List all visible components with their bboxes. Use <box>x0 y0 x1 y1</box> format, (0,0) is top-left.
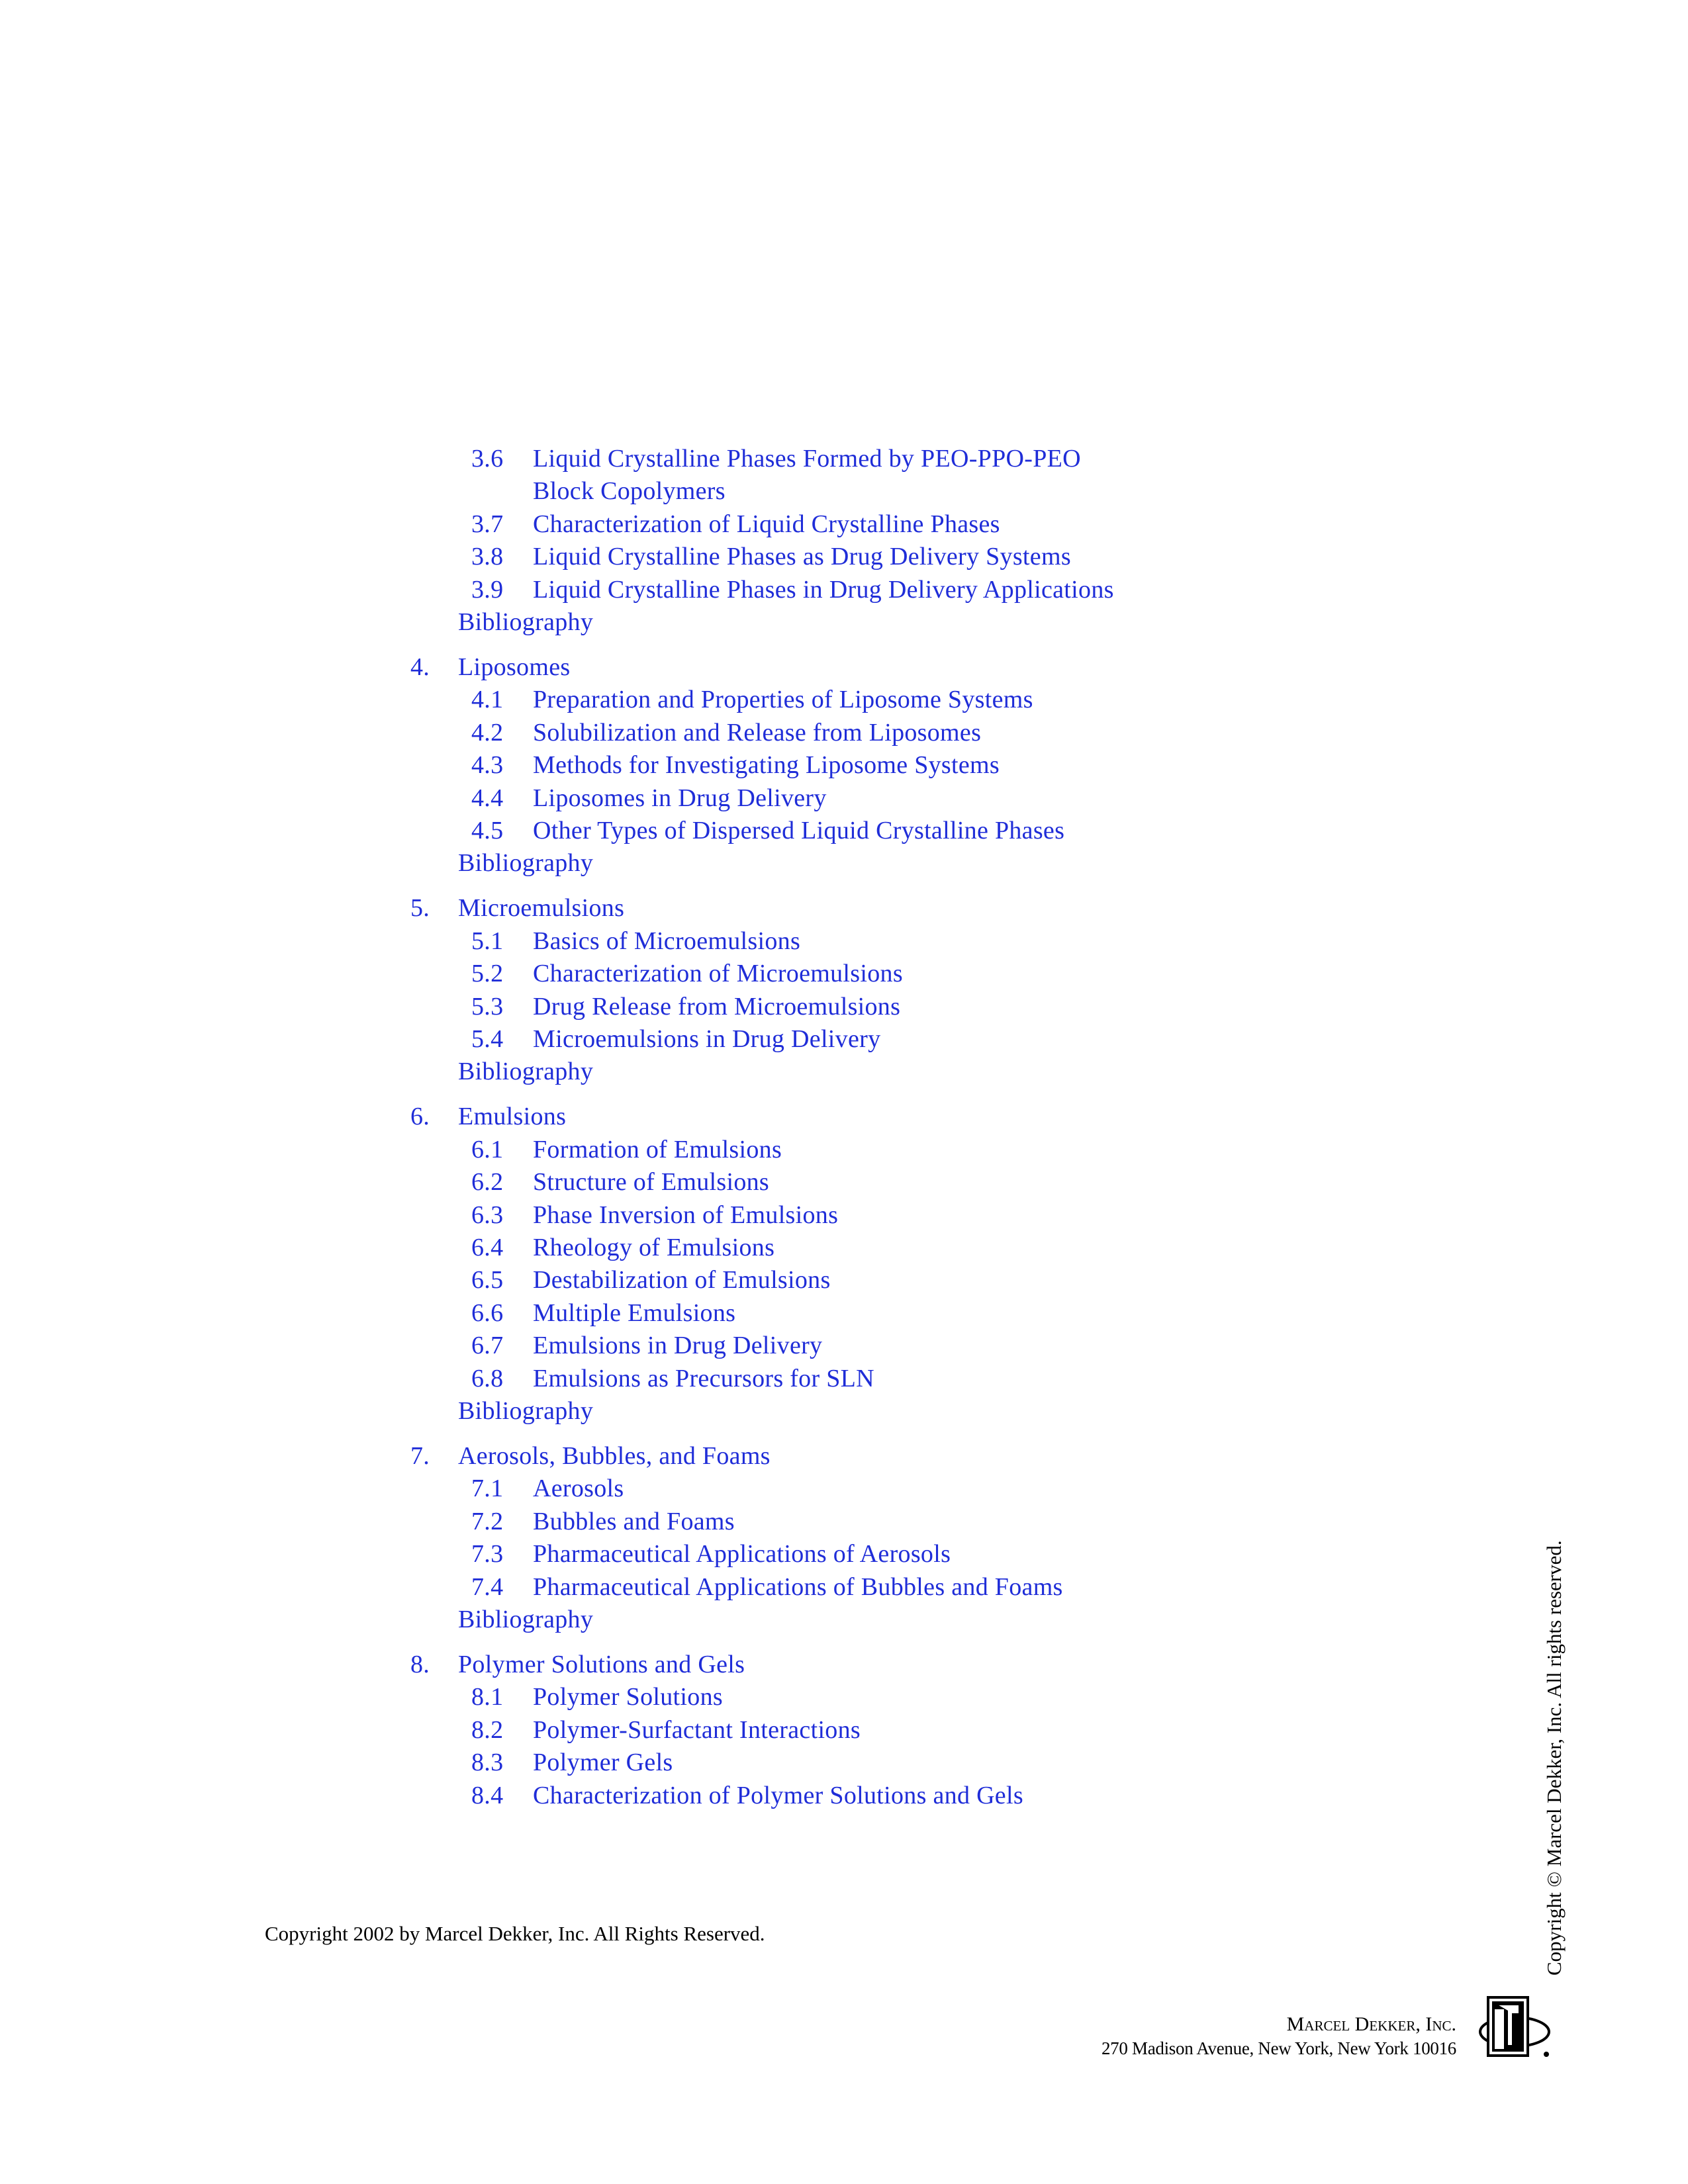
toc-entry-number[interactable]: 6. <box>410 1103 430 1130</box>
copyright-notice: Copyright 2002 by Marcel Dekker, Inc. All Rights Reserved. <box>265 1922 765 1945</box>
toc-entry-number[interactable]: 4.1 <box>471 686 504 713</box>
toc-entry-title[interactable]: Microemulsions <box>458 894 625 922</box>
toc-entry-number[interactable]: 8.1 <box>471 1683 504 1711</box>
toc-entry-number[interactable]: 6.5 <box>471 1266 504 1294</box>
toc-entry-number[interactable]: 8.3 <box>471 1749 504 1776</box>
publisher-name: Marcel Dekker, Inc. <box>1286 2013 1456 2035</box>
toc-entry-title[interactable]: Polymer Gels <box>533 1749 673 1776</box>
toc-entry-number[interactable]: 6.7 <box>471 1332 504 1359</box>
toc-entry-title[interactable]: Characterization of Liquid Crystalline Phases <box>533 510 1000 538</box>
toc-entry-number[interactable]: 5.4 <box>471 1025 504 1053</box>
toc-entry-title[interactable]: Liquid Crystalline Phases Formed by PEO-PPO-PEO <box>533 445 1081 473</box>
toc-entry-number[interactable]: 6.2 <box>471 1168 504 1196</box>
toc-entry-title[interactable]: Polymer-Surfactant Interactions <box>533 1716 861 1744</box>
toc-entry-title[interactable]: Pharmaceutical Applications of Aerosols <box>533 1540 951 1568</box>
toc-entry-number[interactable]: 6.6 <box>471 1299 504 1327</box>
toc-entry-title[interactable]: Characterization of Polymer Solutions and Gels <box>533 1782 1023 1809</box>
toc-entry-number[interactable]: 8.2 <box>471 1716 504 1744</box>
toc-entry-title[interactable]: Multiple Emulsions <box>533 1299 736 1327</box>
publisher-logo-icon <box>1475 1991 1554 2064</box>
toc-entry-title[interactable]: Rheology of Emulsions <box>533 1234 775 1261</box>
toc-entry-title[interactable]: Bibliography <box>458 1058 594 1085</box>
toc-entry-title[interactable]: Formation of Emulsions <box>533 1136 782 1163</box>
toc-entry-title[interactable]: Characterization of Microemulsions <box>533 960 903 987</box>
toc-entry-number[interactable]: 5.1 <box>471 927 504 955</box>
toc-entry-number[interactable]: 4. <box>410 653 430 681</box>
toc-entry-number[interactable]: 5.2 <box>471 960 504 987</box>
toc-entry-title[interactable]: Phase Inversion of Emulsions <box>533 1201 839 1229</box>
toc-entry-number[interactable]: 3.9 <box>471 576 504 604</box>
toc-entry-title[interactable]: Microemulsions in Drug Delivery <box>533 1025 881 1053</box>
toc-entry-number[interactable]: 7.2 <box>471 1508 504 1535</box>
toc-entry-title[interactable]: Liquid Crystalline Phases in Drug Delivery Applications <box>533 576 1114 604</box>
toc-entry-title[interactable]: Bibliography <box>458 608 594 636</box>
toc-entry-number[interactable]: 5. <box>410 894 430 922</box>
toc-entry-number[interactable]: 4.4 <box>471 784 504 812</box>
toc-entry-title[interactable]: Basics of Microemulsions <box>533 927 801 955</box>
toc-entry-number[interactable]: 3.7 <box>471 510 504 538</box>
toc-entry-number[interactable]: 8.4 <box>471 1782 504 1809</box>
toc-entry-title[interactable]: Emulsions <box>458 1103 567 1130</box>
toc-entry-number[interactable]: 3.6 <box>471 445 504 473</box>
toc-entry-title[interactable]: Emulsions as Precursors for SLN <box>533 1365 874 1392</box>
side-copyright-notice: Copyright © Marcel Dekker, Inc. All rights reserved. <box>1542 1540 1566 1976</box>
toc-entry-title[interactable]: Polymer Solutions <box>533 1683 723 1711</box>
toc-entry-title[interactable]: Liquid Crystalline Phases as Drug Delivery Systems <box>533 543 1071 570</box>
toc-entry-number[interactable]: 6.4 <box>471 1234 504 1261</box>
toc-entry-number[interactable]: 6.3 <box>471 1201 504 1229</box>
toc-entry-title[interactable]: Other Types of Dispersed Liquid Crystalline Phases <box>533 817 1065 844</box>
toc-entry-number[interactable]: 7.4 <box>471 1573 504 1601</box>
toc-entry-title[interactable]: Bubbles and Foams <box>533 1508 735 1535</box>
toc-entry-title[interactable]: Methods for Investigating Liposome Systems <box>533 751 1000 779</box>
toc-entry-number[interactable]: 8. <box>410 1651 430 1678</box>
toc-entry-number[interactable]: 5.3 <box>471 993 504 1021</box>
toc-entry-title[interactable]: Emulsions in Drug Delivery <box>533 1332 823 1359</box>
toc-entry-title[interactable]: Polymer Solutions and Gels <box>458 1651 745 1678</box>
toc-entry-number[interactable]: 6.1 <box>471 1136 504 1163</box>
toc-entry-number[interactable]: 4.5 <box>471 817 504 844</box>
toc-entry-title[interactable]: Solubilization and Release from Liposomes <box>533 719 982 747</box>
toc-entry-number[interactable]: 6.8 <box>471 1365 504 1392</box>
toc-entry-title[interactable]: Aerosols, Bubbles, and Foams <box>458 1442 771 1470</box>
toc-entry-number[interactable]: 7. <box>410 1442 430 1470</box>
toc-entry-title[interactable]: Bibliography <box>458 1397 594 1425</box>
toc-entry-title[interactable]: Liposomes in Drug Delivery <box>533 784 827 812</box>
toc-entry-title[interactable]: Bibliography <box>458 1606 594 1633</box>
toc-entry-title[interactable]: Block Copolymers <box>533 477 726 505</box>
toc-entry-title[interactable]: Liposomes <box>458 653 571 681</box>
publisher-address: 270 Madison Avenue, New York, New York 10016 <box>1101 2038 1456 2058</box>
toc-entry-number[interactable]: 4.2 <box>471 719 504 747</box>
toc-entry-title[interactable]: Pharmaceutical Applications of Bubbles and Foams <box>533 1573 1063 1601</box>
toc-entry-title[interactable]: Drug Release from Microemulsions <box>533 993 901 1021</box>
toc-entry-number[interactable]: 4.3 <box>471 751 504 779</box>
toc-entry-title[interactable]: Preparation and Properties of Liposome Systems <box>533 686 1033 713</box>
toc-entry-title[interactable]: Bibliography <box>458 849 594 877</box>
toc-entry-number[interactable]: 7.3 <box>471 1540 504 1568</box>
toc-entry-number[interactable]: 3.8 <box>471 543 504 570</box>
toc-entry-title[interactable]: Destabilization of Emulsions <box>533 1266 831 1294</box>
toc-entry-number[interactable]: 7.1 <box>471 1475 504 1502</box>
publisher-block <box>1102 2012 1456 2060</box>
toc-entry-title[interactable]: Aerosols <box>533 1475 624 1502</box>
toc-entry-title[interactable]: Structure of Emulsions <box>533 1168 770 1196</box>
